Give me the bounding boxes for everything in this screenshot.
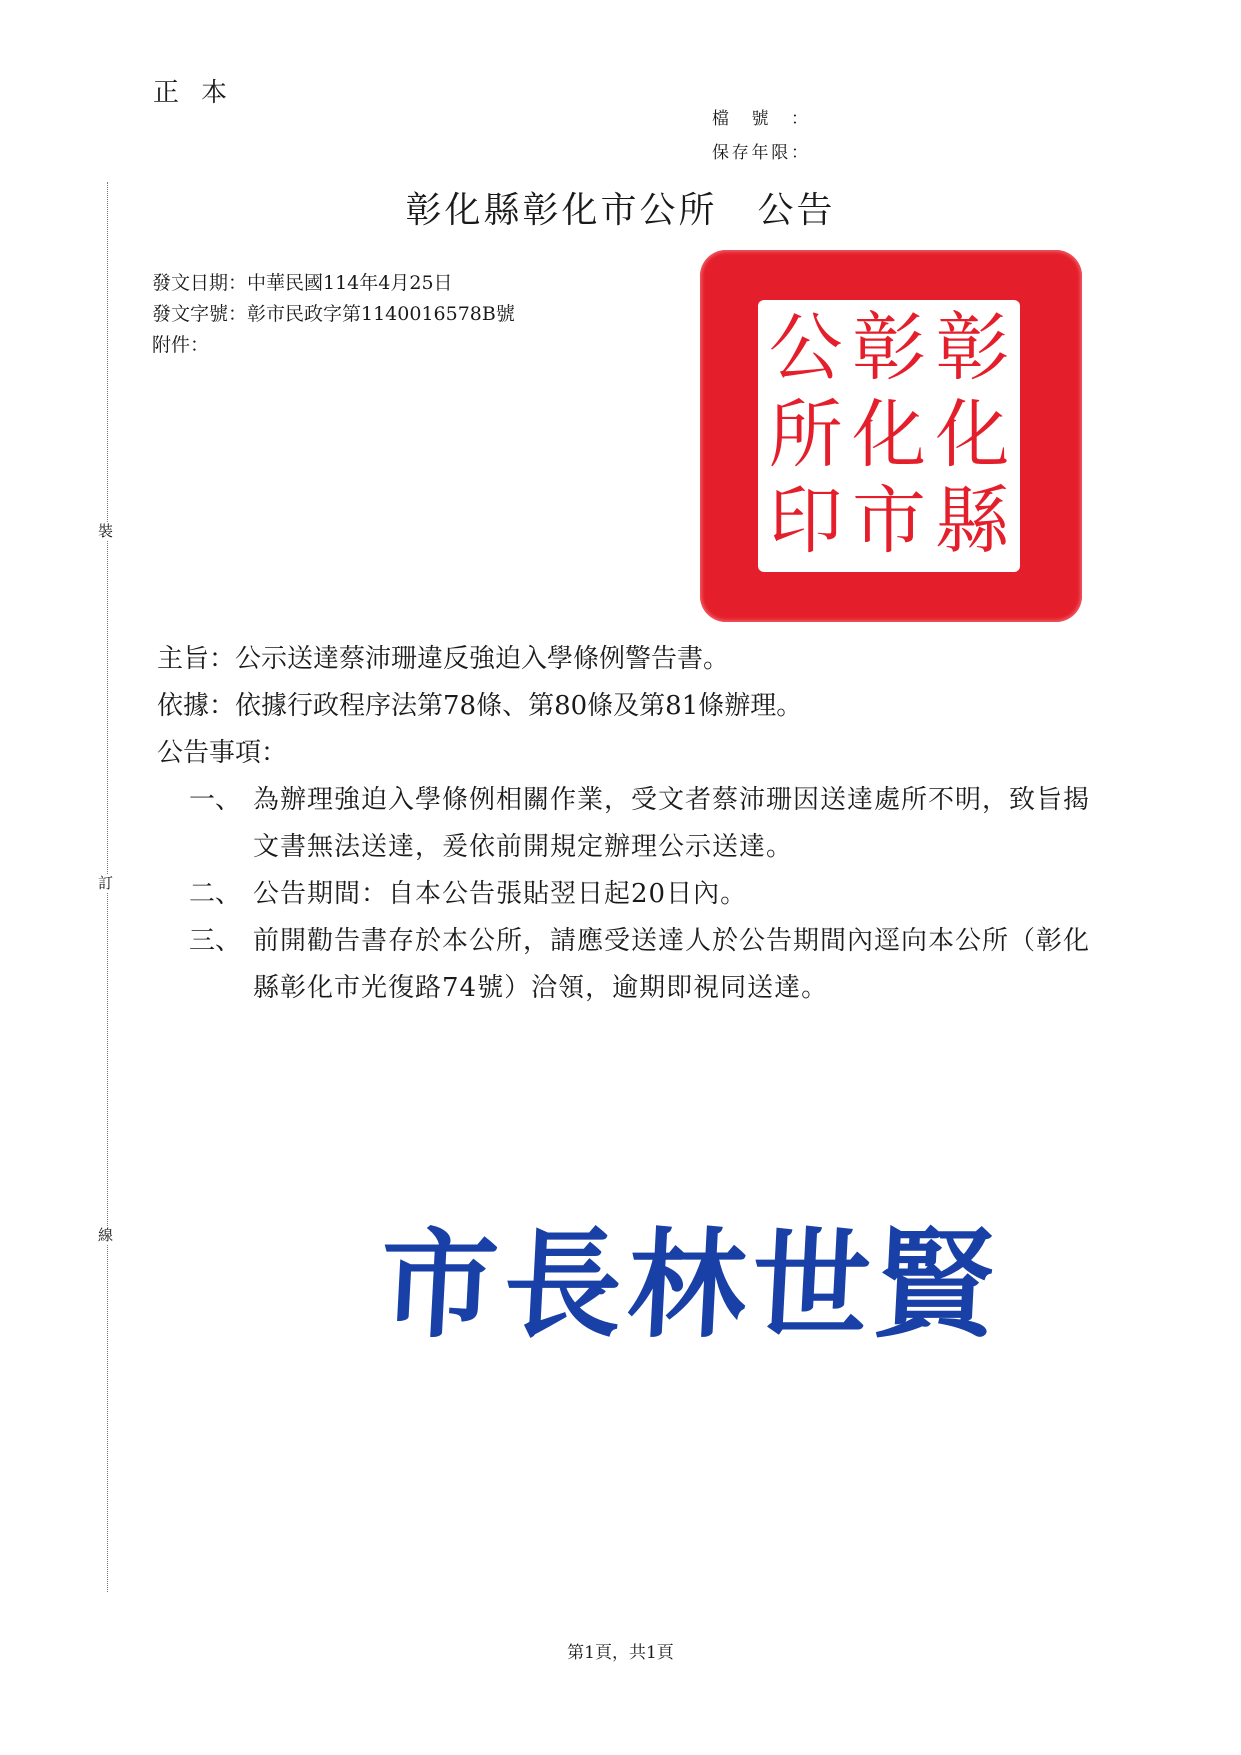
item-number: 一、 xyxy=(189,785,242,815)
seal-char: 公 xyxy=(768,305,843,391)
file-number-label: 檔號： xyxy=(712,109,808,129)
item-text: 公告期間：自本公告張貼翌日起20日內。 xyxy=(253,879,748,909)
binding-mark-top: 裝 xyxy=(98,522,114,540)
page-title xyxy=(0,182,1241,233)
item-number: 二、 xyxy=(189,879,242,909)
seal-char: 所 xyxy=(768,391,843,478)
binding-mark-bottom: 線 xyxy=(98,1226,114,1244)
binding-mark-middle: 訂 xyxy=(98,874,114,892)
agency-name: 彰化縣彰化市公所 xyxy=(405,190,718,231)
issue-date: 發文日期：中華民國114年4月25日 xyxy=(152,272,453,294)
document-type: 公告 xyxy=(757,190,836,231)
file-meta xyxy=(712,102,808,170)
mayor-signature: 市長林世賢 xyxy=(376,1215,1004,1354)
announcement-body xyxy=(157,636,1097,1012)
legal-basis: 依據：依據行政程序法第78條、第80條及第81條辦理。 xyxy=(157,691,803,721)
item-text: 為辦理強迫入學條例相關作業，受文者蔡沛珊因送達處所不明，致旨揭文書無法送達，爰依前開規定辦理公示送達。 xyxy=(253,785,1091,862)
items-heading: 公告事項： xyxy=(157,738,288,768)
list-item xyxy=(189,777,1097,871)
document-number: 發文字號：彰市民政字第1140016578B號 xyxy=(152,303,515,325)
seal-char: 印 xyxy=(768,478,843,565)
official-seal xyxy=(700,250,1082,622)
seal-char: 市 xyxy=(852,478,926,565)
list-item xyxy=(189,918,1097,1012)
retention-label: 保存年限： xyxy=(712,143,808,163)
seal-inner xyxy=(758,300,1020,572)
seal-char: 彰 xyxy=(852,305,926,391)
document-info xyxy=(152,268,515,361)
subject: 主旨：公示送達蔡沛珊違反強迫入學條例警告書。 xyxy=(157,644,730,674)
page-number: 第1頁，共1頁 xyxy=(567,1643,674,1663)
item-number: 三、 xyxy=(189,926,242,956)
list-item xyxy=(189,871,1097,918)
seal-char: 化 xyxy=(852,391,926,478)
seal-char: 彰 xyxy=(935,305,1010,391)
item-text: 前開勸告書存於本公所，請應受送達人於公告期間內逕向本公所（彰化縣彰化市光復路74號）洽領，逾期即視同送達。 xyxy=(253,926,1091,1003)
seal-char: 化 xyxy=(935,391,1010,478)
seal-char: 縣 xyxy=(935,478,1010,565)
attachment: 附件： xyxy=(152,334,210,356)
copy-mark: 正本 xyxy=(153,78,250,108)
